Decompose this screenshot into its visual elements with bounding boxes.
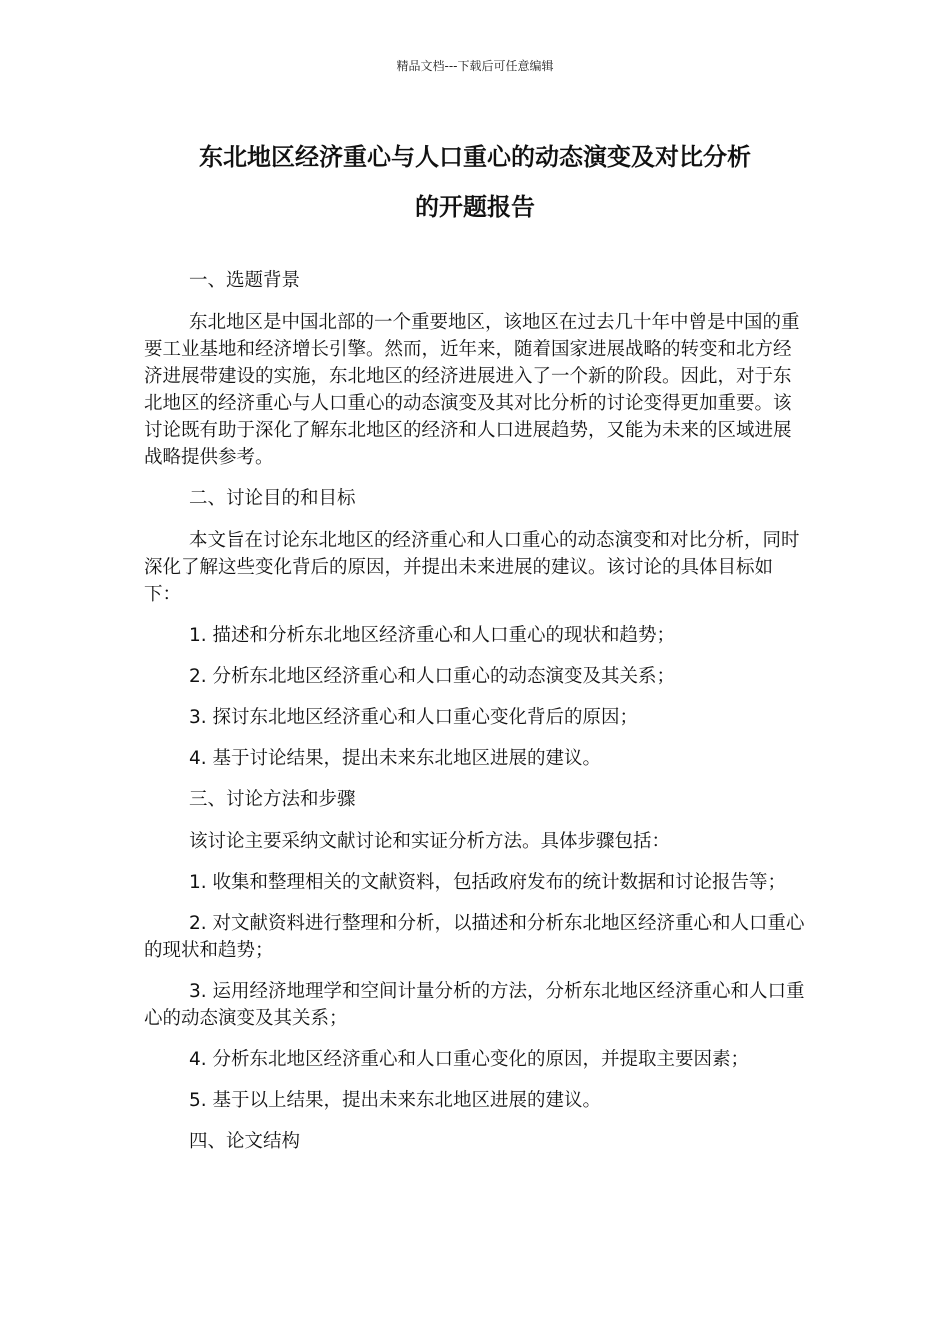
paragraph: 该讨论主要采纳文献讨论和实证分析方法。具体步骤包括：	[189, 831, 671, 852]
title-line-2: 的开题报告	[415, 193, 535, 221]
document-body	[144, 267, 808, 1170]
list-item: 4. 分析东北地区经济重心和人口重心变化的原因，并提取主要因素；	[189, 1049, 750, 1070]
document-title	[130, 132, 820, 232]
paragraph: 东北地区是中国北部的一个重要地区，该地区在过去几十年中曾是中国的重要工业基地和经济增长引擎。然而，近年来，随着国家进展战略的转变和北方经济进展带建设的实施，东北地区的经济进展进入了一个新的阶段。因此，对于东北地区的经济重心与人口重心的动态演变及其对比分析的讨论变得更加重要。该讨论既有助于深化了解东北地区的经济和人口进展趋势，又能为未来的区域进展战略提供参考。	[144, 312, 800, 468]
title-line-1: 东北地区经济重心与人口重心的动态演变及对比分析	[199, 143, 751, 171]
section-heading: 二、讨论目的和目标	[189, 488, 356, 509]
paragraph: 本文旨在讨论东北地区的经济重心和人口重心的动态演变和对比分析，同时深化了解这些变化背后的原因，并提出未来进展的建议。该讨论的具体目标如下：	[144, 530, 800, 605]
list-item: 2. 分析东北地区经济重心和人口重心的动态演变及其关系；	[189, 666, 676, 687]
section-heading: 一、选题背景	[189, 270, 301, 291]
list-item: 3. 运用经济地理学和空间计量分析的方法，分析东北地区经济重心和人口重心的动态演变及其关系；	[144, 981, 805, 1029]
list-item: 1. 收集和整理相关的文献资料，包括政府发布的统计数据和讨论报告等；	[189, 872, 787, 893]
list-item: 2. 对文献资料进行整理和分析，以描述和分析东北地区经济重心和人口重心的现状和趋势；	[144, 913, 805, 961]
list-item: 4. 基于讨论结果，提出未来东北地区进展的建议。	[189, 748, 602, 769]
list-item: 1. 描述和分析东北地区经济重心和人口重心的现状和趋势；	[189, 625, 676, 646]
list-item: 3. 探讨东北地区经济重心和人口重心变化背后的原因；	[189, 707, 639, 728]
section-heading: 四、论文结构	[189, 1131, 301, 1152]
header-note: 精品文档---下载后可任意编辑	[396, 59, 554, 73]
section-heading: 三、讨论方法和步骤	[189, 789, 356, 810]
list-item: 5. 基于以上结果，提出未来东北地区进展的建议。	[189, 1090, 602, 1111]
